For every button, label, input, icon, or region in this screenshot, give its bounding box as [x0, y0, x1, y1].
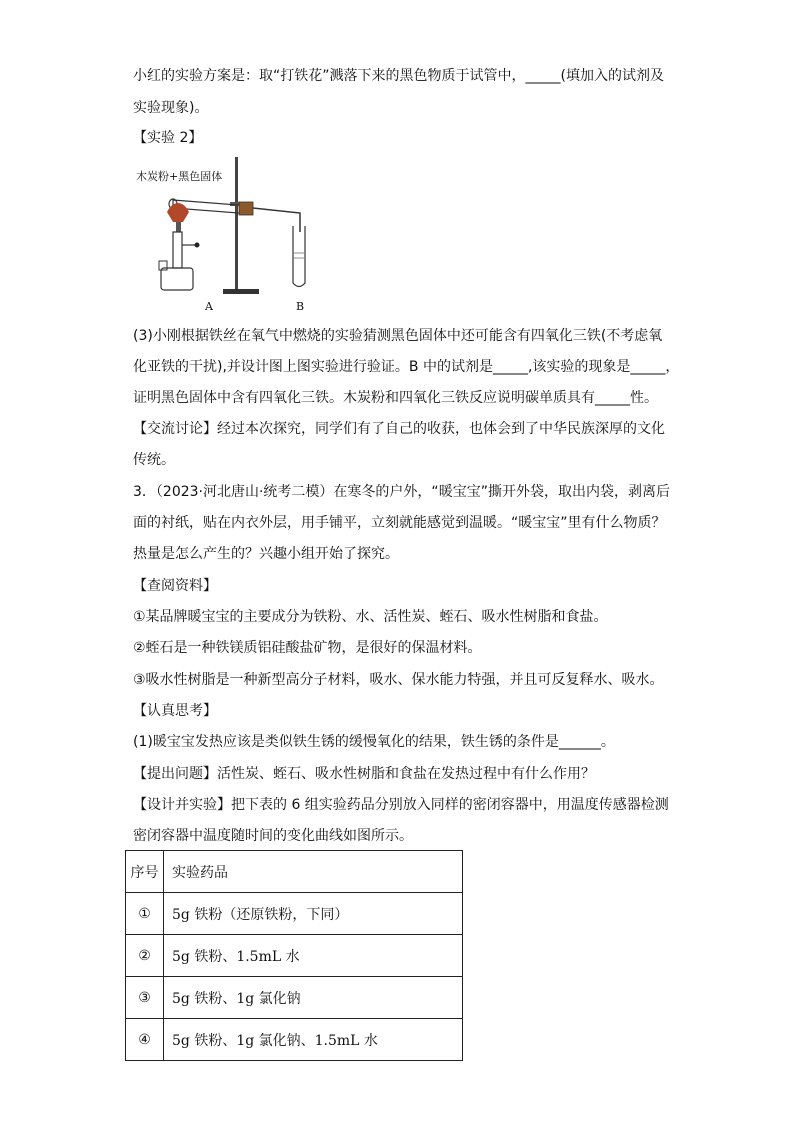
table-cell: ③ — [126, 977, 164, 1019]
table-row — [126, 977, 463, 1019]
text-line: 实验现象)。 — [133, 100, 209, 116]
table-cell: 5g 铁粉、1.5mL 水 — [164, 935, 463, 977]
question-heading: 3．（2023·河北唐山·统考二模）在寒冬的户外，“暖宝宝”撕开外袋，取出内袋，剥离后 — [133, 484, 670, 500]
diagram-label-top: 木炭粉+黑色固体 — [136, 170, 223, 183]
table-cell: 5g 铁粉、1g 氯化钠 — [164, 977, 463, 1019]
experiment-apparatus-diagram — [133, 150, 333, 315]
text-line: (1)暖宝宝发热应该是类似铁生锈的缓慢氧化的结果，铁生锈的条件是______。 — [133, 734, 615, 750]
table-header-cell: 实验药品 — [164, 851, 463, 893]
text-line: 面的衬纸，贴在内衣外层，用手铺平，立刻就能感觉到温暖。“暖宝宝”里有什么物质？ — [133, 515, 666, 531]
table-row — [126, 935, 463, 977]
section-heading: 【实验 2】 — [133, 130, 203, 146]
experiment-drugs-table — [125, 850, 463, 1061]
text-line: 化亚铁的干扰),并设计图上图实验进行验证。B 中的试剂是_____,该实验的现象是_____， — [133, 359, 680, 375]
section-heading: 【查阅资料】 — [133, 578, 217, 594]
text-line: 【交流讨论】经过本次探究，同学们有了自己的收获，也体会到了中华民族深厚的文化 — [133, 421, 665, 437]
table-row — [126, 893, 463, 935]
text-line: 【提出问题】活性炭、蛭石、吸水性树脂和食盐在发热过程中有什么作用？ — [133, 766, 595, 782]
diagram-label-a: A — [205, 300, 213, 313]
section-heading: 【认真思考】 — [133, 703, 217, 719]
text-line: ①某品牌暖宝宝的主要成分为铁粉、水、活性炭、蛭石、吸水性树脂和食盐。 — [133, 609, 608, 625]
text-line: ③吸水性树脂是一种新型高分子材料，吸水、保水能力特强，并且可反复释水、吸水。 — [133, 672, 664, 688]
text-line: 传统。 — [133, 452, 175, 468]
table-cell: 5g 铁粉（还原铁粉，下同） — [164, 893, 463, 935]
table-cell: ① — [126, 893, 164, 935]
table-row — [126, 1019, 463, 1061]
diagram-label-b: B — [296, 300, 305, 313]
table-cell: ② — [126, 935, 164, 977]
text-line: ②蛭石是一种铁镁质铝硅酸盐矿物，是很好的保温材料。 — [133, 640, 482, 656]
text-line: (3)小刚根据铁丝在氧气中燃烧的实验猜测黑色固体中还可能含有四氧化三铁(不考虑氧 — [133, 328, 663, 344]
table-header-cell: 序号 — [126, 851, 164, 893]
text-line: 密闭容器中温度随时间的变化曲线如图所示。 — [133, 828, 413, 844]
text-line: 【设计并实验】把下表的 6 组实验药品分别放入同样的密闭容器中，用温度传感器检测 — [133, 797, 669, 813]
table-cell: 5g 铁粉、1g 氯化钠、1.5mL 水 — [164, 1019, 463, 1061]
table-cell: ④ — [126, 1019, 164, 1061]
text-line: 证明黑色固体中含有四氧化三铁。木炭粉和四氧化三铁反应说明碳单质具有_____性。 — [133, 390, 658, 406]
text-line: 小红的实验方案是：取“打铁花”溅落下来的黑色物质于试管中，_____(填加入的试剂及 — [133, 68, 664, 84]
table-header-row — [126, 851, 463, 893]
text-line: 热量是怎么产生的？兴趣小组开始了探究。 — [133, 546, 399, 562]
